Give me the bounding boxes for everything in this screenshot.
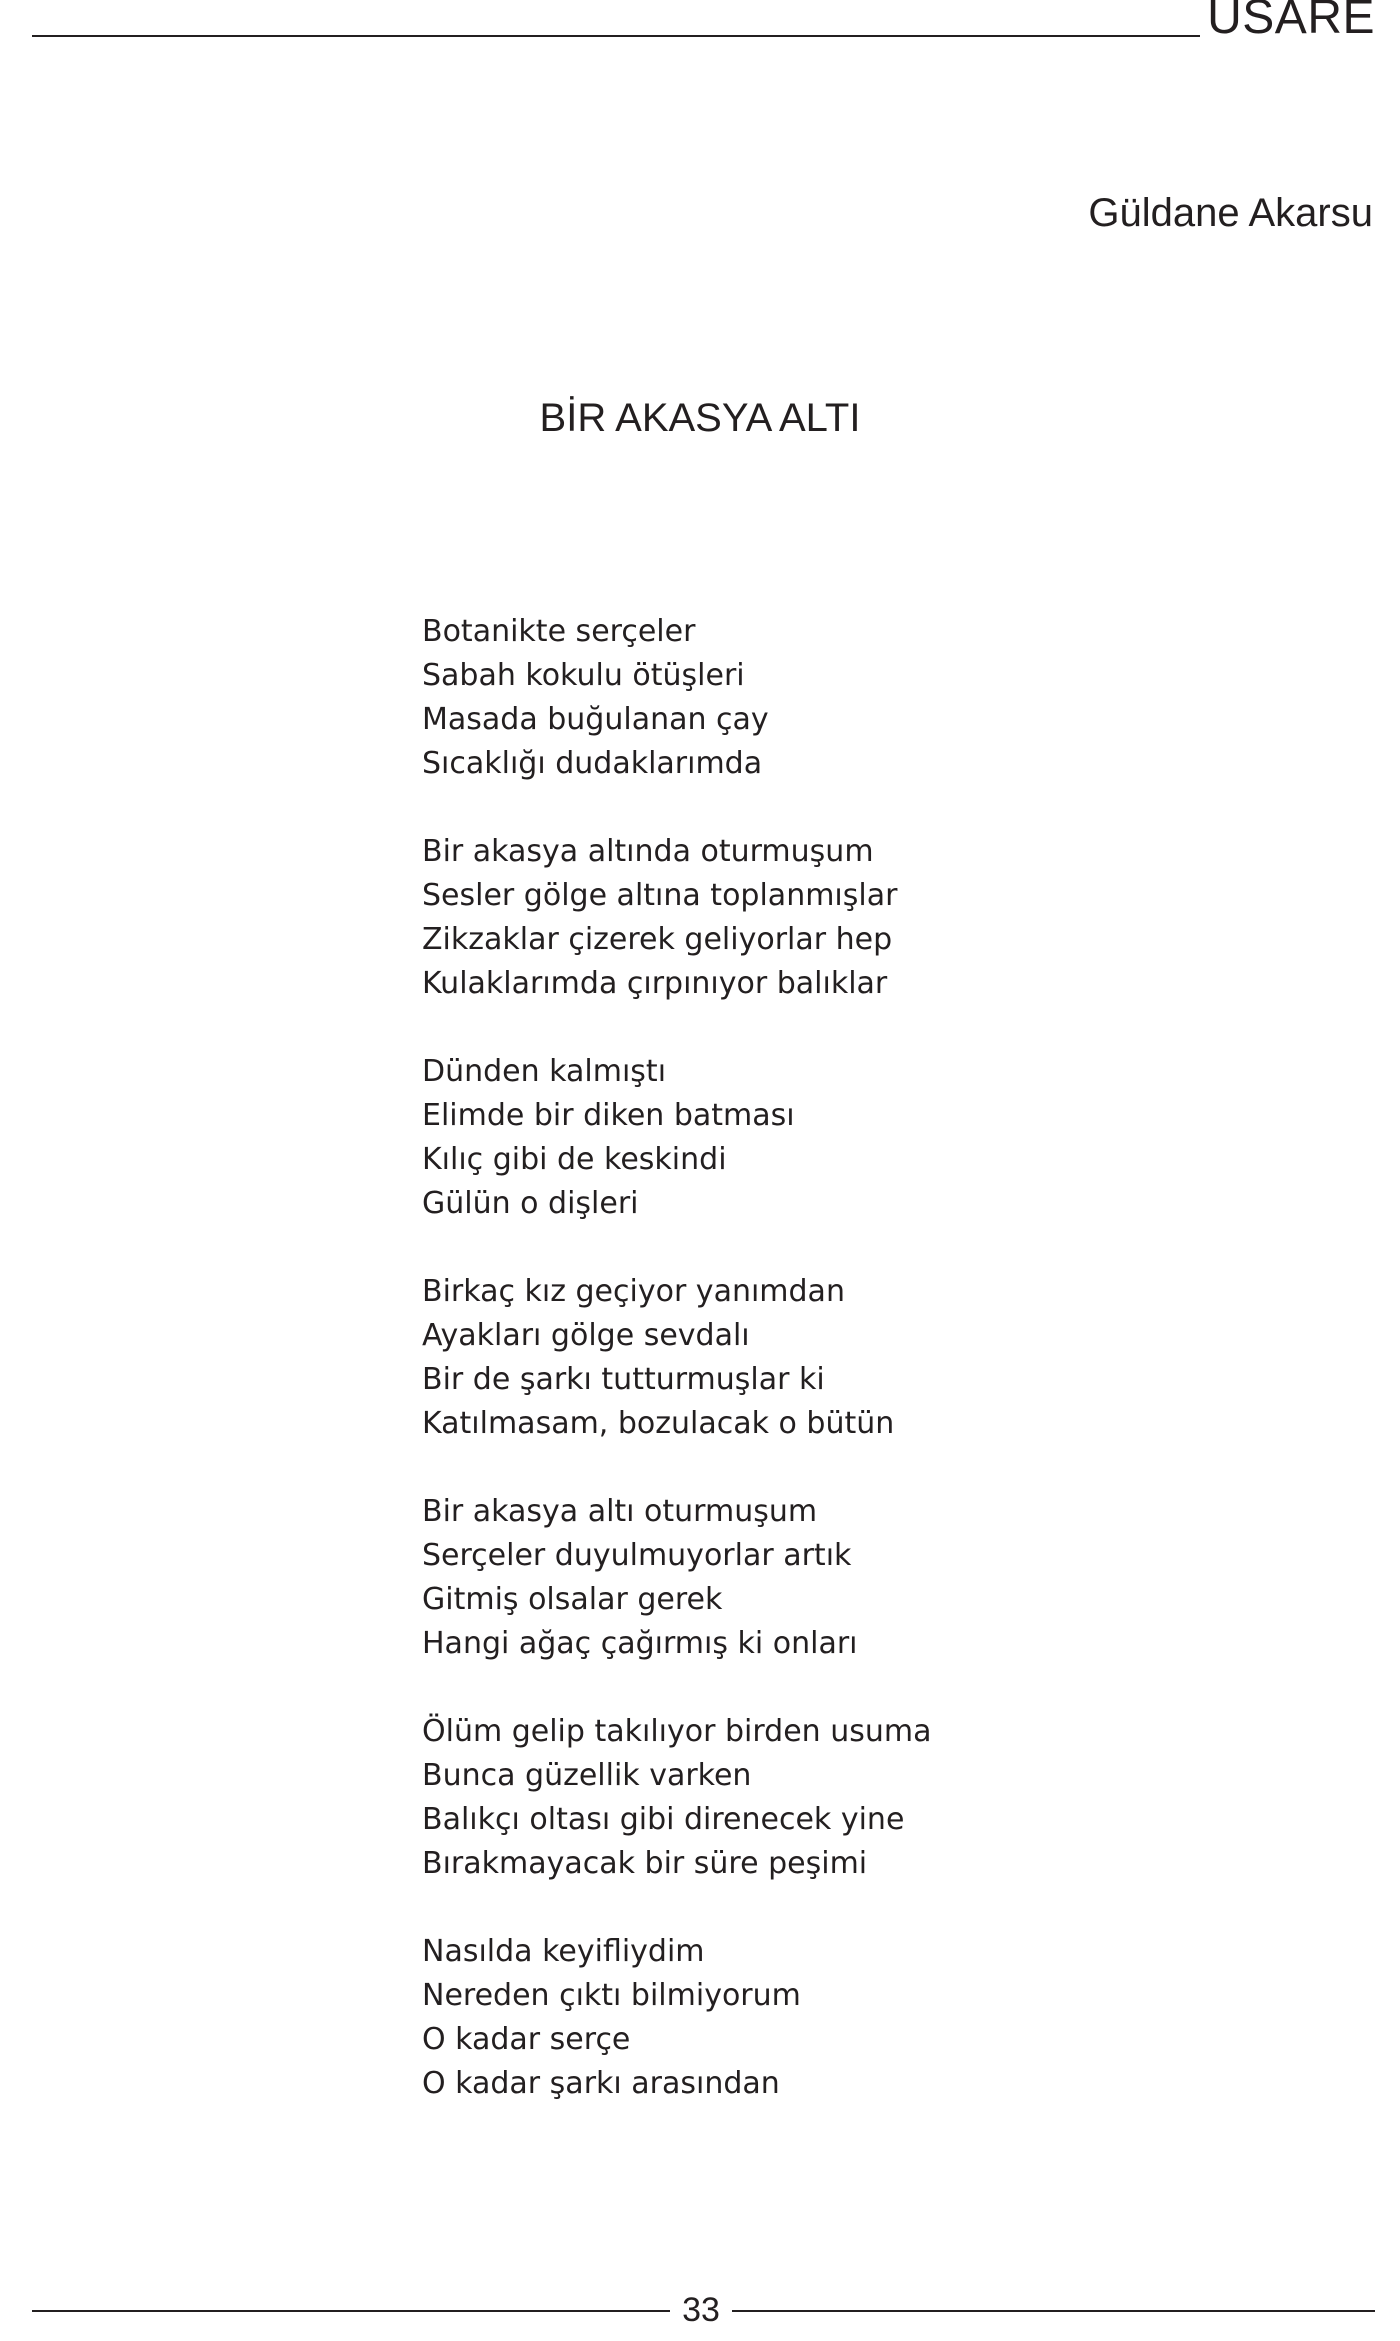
poem-line: Bırakmayacak bir süre peşimi	[422, 1846, 868, 1881]
poem-line: O kadar serçe	[422, 2022, 631, 2057]
poem-line: Bir akasya altı oturmuşum	[422, 1494, 818, 1529]
poem-line: Balıkçı oltası gibi direnecek yine	[422, 1802, 905, 1837]
poem-title: BİR AKASYA ALTI	[539, 396, 861, 440]
stanza	[422, 1710, 931, 1886]
stanza	[422, 1930, 931, 2106]
poem-line: Sabah kokulu ötüşleri	[422, 658, 745, 693]
poem-line: Katılmasam, bozulacak o bütün	[422, 1406, 895, 1441]
stanza	[422, 1270, 931, 1446]
stanza	[422, 610, 931, 786]
header-rule	[32, 35, 1200, 37]
poem-line: Elimde bir diken batması	[422, 1098, 795, 1133]
poem-line: Hangi ağaç çağırmış ki onları	[422, 1626, 858, 1661]
stanza	[422, 1490, 931, 1666]
poem-line: O kadar şarkı arasından	[422, 2066, 780, 2101]
poem-line: Bir akasya altında oturmuşum	[422, 834, 874, 869]
poem-line: Gitmiş olsalar gerek	[422, 1582, 723, 1617]
poem-line: Ayakları gölge sevdalı	[422, 1318, 750, 1353]
poem-line: Sesler gölge altına toplanmışlar	[422, 878, 898, 913]
poem-line: Birkaç kız geçiyor yanımdan	[422, 1274, 845, 1309]
poem-line: Botanikte serçeler	[422, 614, 696, 649]
poem-line: Bunca güzellik varken	[422, 1758, 752, 1793]
poem-line: Nereden çıktı bilmiyorum	[422, 1978, 801, 2013]
poem-line: Bir de şarkı tutturmuşlar ki	[422, 1362, 825, 1397]
poem-line: Ölüm gelip takılıyor birden usuma	[422, 1714, 932, 1749]
poem-line: Masada buğulanan çay	[422, 702, 769, 737]
poem-line: Nasılda keyifliydim	[422, 1934, 705, 1969]
poem-body	[422, 610, 931, 2150]
poem-line: Sıcaklığı dudaklarımda	[422, 746, 763, 781]
magazine-title: USARE	[1207, 0, 1375, 44]
footer-rule-left	[32, 2310, 670, 2312]
poem-line: Zikzaklar çizerek geliyorlar hep	[422, 922, 893, 957]
page-footer	[32, 2290, 1375, 2330]
stanza	[422, 830, 931, 1006]
poem-line: Dünden kalmıştı	[422, 1054, 667, 1089]
stanza	[422, 1050, 931, 1226]
poem-line: Kılıç gibi de keskindi	[422, 1142, 727, 1177]
footer-rule-right	[732, 2310, 1375, 2312]
author-name: Güldane Akarsu	[1088, 191, 1373, 235]
poem-line: Gülün o dişleri	[422, 1186, 639, 1221]
poem-line: Kulaklarımda çırpınıyor balıklar	[422, 966, 888, 1001]
page-number: 33	[682, 2291, 720, 2329]
page-header	[32, 0, 1375, 48]
poem-line: Serçeler duyulmuyorlar artık	[422, 1538, 852, 1573]
